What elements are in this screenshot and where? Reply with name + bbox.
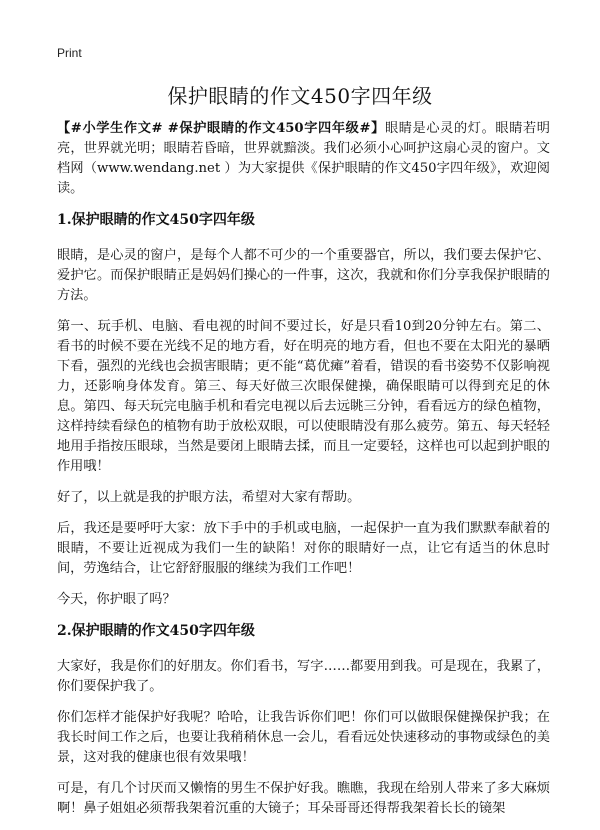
intro-tags: 【#小学生作文# #保护眼睛的作文450字四年级#】: [57, 121, 385, 136]
section-heading-2: 2.保护眼睛的作文450字四年级: [57, 623, 255, 639]
intro-paragraph: [57, 119, 550, 199]
section-1-paragraph-1: 眼睛，是心灵的窗户，是每个人都不可少的一个重要器官，所以，我们要去保护它、爱护它。而保护眼睛正是妈妈们操心的一件事，这次，我就和你们分享我保护眼睛的方法。: [57, 248, 550, 303]
print-label: Print: [57, 46, 82, 60]
section-2-paragraph-2: 你们怎样才能保护好我呢？哈哈，让我告诉你们吧！你们可以做眼保健操保护我；在我长时间工作之后，也要让我稍稍休息一会儿，看看远处快速移动的事物或绿色的美景，这对我的健康也很有效果哦！: [57, 710, 550, 765]
document-body: [57, 119, 550, 830]
section-heading-1: 1.保护眼睛的作文450字四年级: [57, 212, 255, 228]
section-1-paragraph-3: 好了，以上就是我的护眼方法，希望对大家有帮助。: [57, 490, 361, 505]
section-2-paragraph-1: 大家好，我是你们的好朋友。你们看书，写字……都要用到我。可是现在，我累了，你们要保护我了。: [57, 659, 550, 694]
section-2-paragraph-3: 可是，有几个讨厌而又懒惰的男生不保护好我。瞧瞧，我现在给别人带来了多大麻烦啊！鼻子姐姐必须帮我架着沉重的大镜子；耳朵哥哥还得帮我架着长长的镜架: [57, 781, 550, 816]
intro-text: 眼睛是心灵的灯。眼睛若明亮，世界就光明；眼睛若昏暗，世界就黯淡。我们必须小心呵护这扇心灵的窗户。文档网（www.wendang.net ）为大家提供《保护眼睛的作文450字四年级》，欢迎阅读。: [57, 121, 550, 196]
section-1-paragraph-2: 第一、玩手机、电脑、看电视的时间不要过长，好是只看10到20分钟左右。第二、看书的时候不要在光线不足的地方看，好在明亮的地方看，但也不要在太阳光的暴晒下看，强烈的光线也会损害眼睛；更不能“葛优瘫”着看，错误的看书姿势不仅影响视力，还影响身体发育。第三、每天好做三次眼保健操，确保眼睛可以得到充足的休息。第四、每天玩完电脑手机和看完电视以后去远眺三分钟，看看远方的绿色植物，这样持续看绿色的植物有助于放松双眼，可以使眼睛没有那么疲劳。第五、每天轻轻地用手指按压眼球，当然是要闭上眼睛去揉，而且一定要轻，这样也可以起到护眼的作用哦！: [57, 319, 550, 474]
section-1-paragraph-5: 今天，你护眼了吗？: [57, 592, 176, 607]
section-1-paragraph-4: 后，我还是要呼吁大家：放下手中的手机或电脑，一起保护一直为我们默默奉献着的眼睛，不要让近视成为我们一生的缺陷！对你的眼睛好一点，让它有适当的休息时间，劳逸结合，让它舒舒服服的继续为我们工作吧！: [57, 521, 550, 576]
document-title: 保护眼睛的作文450字四年级: [167, 84, 433, 108]
